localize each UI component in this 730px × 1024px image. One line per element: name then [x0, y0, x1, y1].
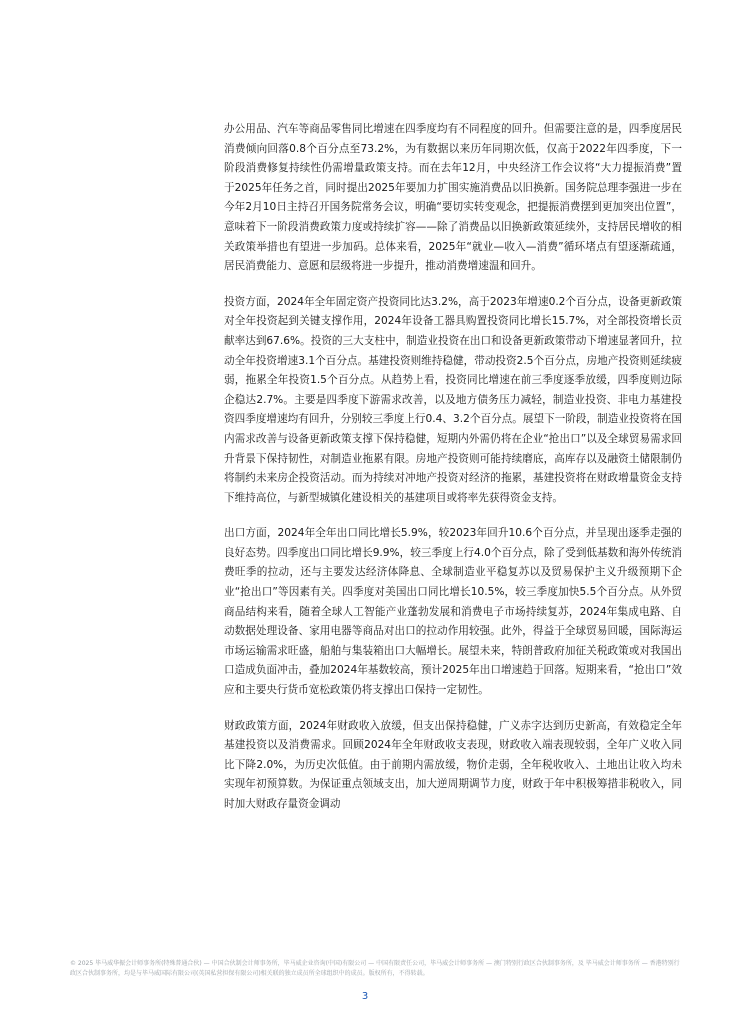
paragraph-fiscal-policy: 财政政策方面，2024年财政收入放缓，但支出保持稳健，广义赤字达到历史新高，有效稳定全年基建投资以及消费需求。回顾2024年全年财政收支表现，财政收入端表现较弱，全年广义收入同比下降2.0%，为历史次低值。由于前期内需放缓，物价走弱，全年税收收入、土地出让收入均未实现年初预算数。为保证重点领域支出，加大逆周期调节力度，财政于年中积极筹措非税收入，同时加大财政存量资金调动 [224, 719, 682, 810]
paragraph-consumption: 办公用品、汽车等商品零售同比增速在四季度均有不同程度的回升。但需要注意的是，四季度居民消费倾向回落0.8个百分点至73.2%，为有数据以来历年同期次低，仅高于2022年四季度，下一阶段消费修复持续性仍需增量政策支持。而在去年12月，中央经济工作会议将“大力提振消费”置于2025年任务之首，同时提出2025年要加力扩围实施消费品以旧换新。国务院总理李强进一步在今年2月10日主持召开国务院常务会议，明确“要切实转变观念，把提振消费摆到更加突出位置”，意味着下一阶段消费政策力度或持续扩容——除了消费品以旧换新政策延续外，支持居民增收的相关政策举措也有望进一步加码。总体来看，2025年“就业—收入—消费”循环堵点有望逐渐疏通，居民消费能力、意愿和层级将进一步提升，推动消费增速温和回升。 [224, 123, 682, 273]
main-content [224, 120, 682, 831]
paragraph-exports: 出口方面，2024年全年出口同比增长5.9%，较2023年回升10.6个百分点，并呈现出逐季走强的良好态势。四季度出口同比增长9.9%，较三季度上行4.0个百分点，除了受到低基数和海外传统消费旺季的拉动，还与主要发达经济体降息、全球制造业平稳复苏以及贸易保护主义升级预期下企业“抢出口”等因素有关。四季度对美国出口同比增长10.5%，较三季度加快5.5个百分点。从外贸商品结构来看，随着全球人工智能产业蓬勃发展和消费电子市场持续复苏，2024年集成电路、自动数据处理设备、家用电器等商品对出口的拉动作用较强。此外，得益于全球贸易回暖，国际海运市场运输需求旺盛，船舶与集装箱出口大幅增长。展望未来，特朗普政府加征关税政策或对我国出口造成负面冲击，叠加2024年基数较高，预计2025年出口增速趋于回落。短期来看，“抢出口”效应和主要央行货币宽松政策仍将支撑出口保持一定韧性。 [224, 527, 682, 697]
page-number: 3 [361, 991, 369, 1002]
paragraph-investment: 投资方面，2024年全年固定资产投资同比达3.2%，高于2023年增速0.2个百分点，设备更新政策对全年投资起到关键支撑作用，2024年设备工器具购置投资同比增长15.7%，对全部投资增长贡献率达到67.6%。投资的三大支柱中，制造业投资在出口和设备更新政策带动下增速显著回升，拉动全年投资增速3.1个百分点。基建投资则维持稳健，带动投资2.5个百分点，房地产投资则延续疲弱，拖累全年投资1.5个百分点。从趋势上看，投资同比增速在前三季度逐季放缓，四季度则边际企稳达2.7%。主要是四季度下游需求改善，以及地方债务压力减轻，制造业投资、非电力基建投资四季度增速均有回升，分别较三季度上行0.4、3.2个百分点。展望下一阶段，制造业投资将在国内需求改善与设备更新政策支撑下保持稳健，短期内外需仍将在企业“抢出口”以及全球贸易需求回升背景下保持韧性，对制造业拖累有限。房地产投资则可能持续磨底，高库存以及融资土储限制仍将制约未来房企投资活动。而为持续对冲地产投资对经济的拖累，基建投资将在财政增量资金支持下维持高位，与新型城镇化建设相关的基建项目或将率先获得资金支持。 [224, 295, 682, 504]
copyright-footer: © 2025 毕马威华振会计师事务所(特殊普通合伙) — 中国合伙制会计师事务所，毕马威企业咨询(中国)有限公司 — 中国有限责任公司，毕马威会计师事务所 — 澳门特别行政区合伙制事务所，及 毕马威会计师事务所 — 香港特别行政区合伙制事务所，均是与毕马威国际有限公司(英国私营担保有限公司)相关联的独立成员所全球组织中的成员。版权所有，不得转载。 [70, 960, 680, 977]
